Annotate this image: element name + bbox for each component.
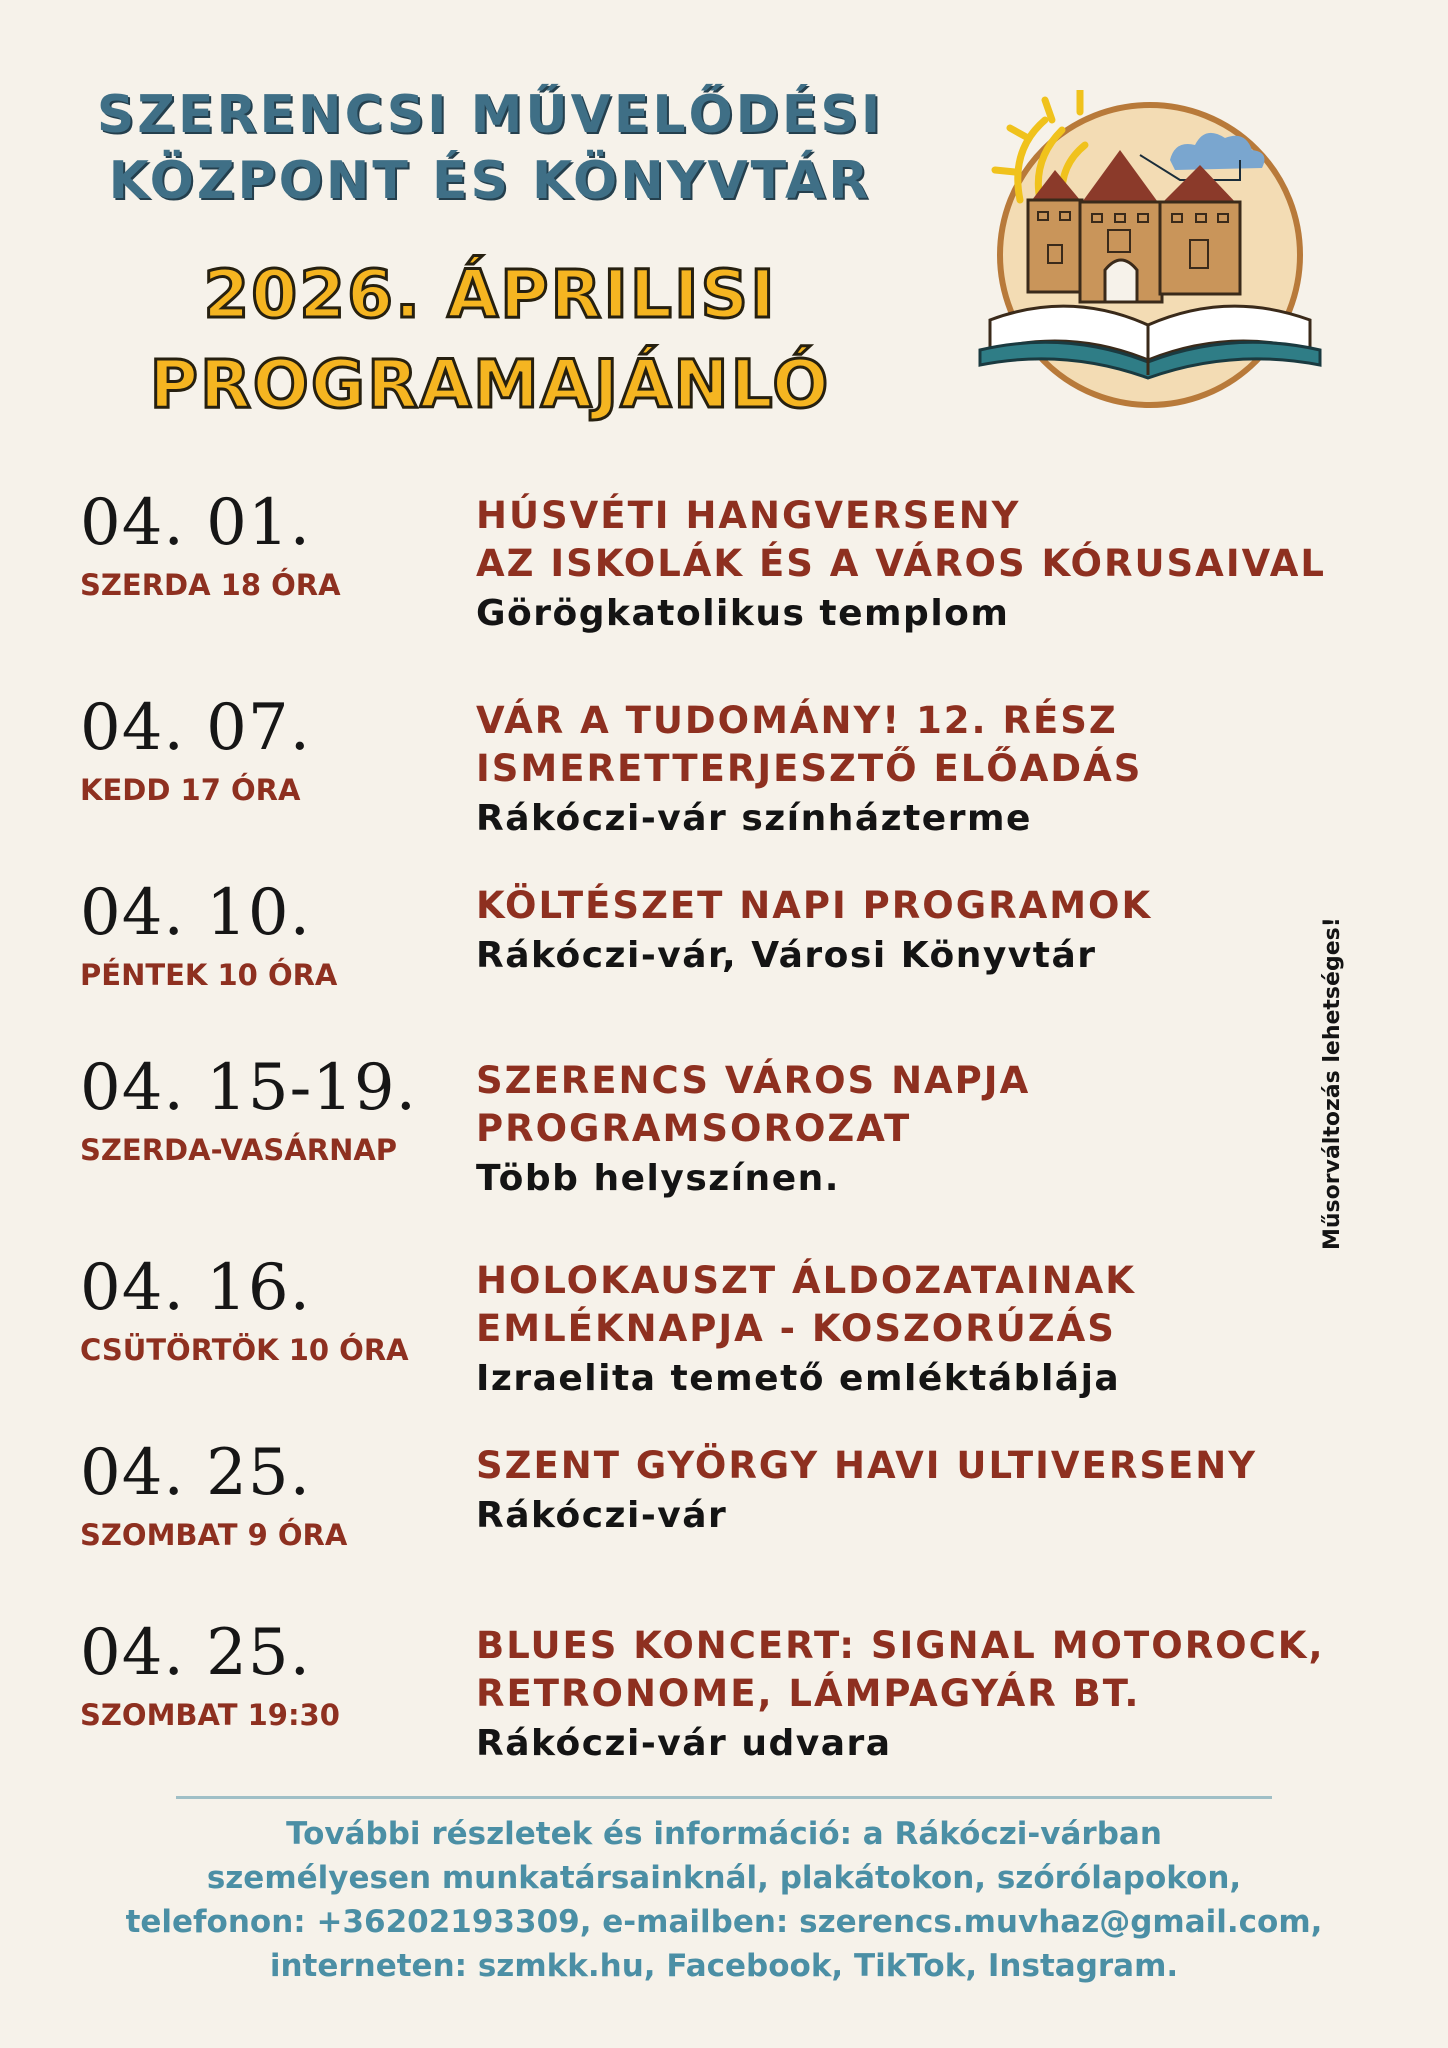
footer-line: További részletek és információ: a Rákóczi-várban [286,1816,1162,1852]
event-title-line: PROGRAMSOROZAT [476,1107,912,1150]
event-venue: Rákóczi-vár udvara [476,1723,892,1764]
event-date: 04. 15-19. [80,1051,417,1125]
event-details [476,1442,1416,1542]
event-venue: Izraelita temető emléktáblája [476,1358,1121,1399]
org-name-line-2: KÖZPONT ÉS KÖNYVTÁR [108,151,872,211]
event-title-line: SZERENCS VÁROS NAPJA [476,1059,1031,1102]
event-title-line: AZ ISKOLÁK ÉS A VÁROS KÓRUSAIVAL [476,542,1326,585]
header-title [80,250,900,430]
event-day-time: CSÜTÖRTÖK 10 ÓRA [80,1333,409,1367]
footer-divider [176,1796,1272,1799]
title-line-1: 2026. ÁPRILISI [203,256,777,333]
event-title-line: HOLOKAUSZT ÁLDOZATAINAK [476,1259,1136,1302]
header-org [80,82,900,214]
event-title-line: BLUES KONCERT: SIGNAL MOTOROCK, [476,1624,1325,1667]
event-day-time: PÉNTEK 10 ÓRA [80,958,338,992]
org-name-line-1: SZERENCSI MŰVELŐDÉSI [96,85,884,145]
event-date: 04. 01. [80,486,311,560]
title-line-2: PROGRAMAJÁNLÓ [149,346,831,423]
event-title-line: SZENT GYÖRGY HAVI ULTIVERSENY [476,1444,1257,1487]
event-day-time: SZOMBAT 9 ÓRA [80,1518,348,1552]
event-date: 04. 07. [80,691,311,765]
event-date: 04. 25. [80,1436,311,1510]
event-date: 04. 10. [80,876,311,950]
event-day-time: KEDD 17 ÓRA [80,773,301,807]
event-title-line: HÚSVÉTI HANGVERSENY [476,494,1021,537]
event-day-time: SZERDA-VASÁRNAP [80,1133,398,1167]
event-title-line: KÖLTÉSZET NAPI PROGRAMOK [476,884,1153,927]
event-details [476,492,1416,640]
schedule-change-note: Műsorváltozás lehetséges! [1320,917,1345,1250]
event-title-line: ISMERETTERJESZTŐ ELŐADÁS [476,747,1143,790]
event-details [476,1622,1416,1770]
event-details [476,1257,1416,1405]
event-day-time: SZOMBAT 19:30 [80,1698,340,1732]
event-title-line: VÁR A TUDOMÁNY! 12. RÉSZ [476,699,1118,742]
event-venue: Görögkatolikus templom [476,593,1010,634]
event-venue: Rákóczi-vár, Városi Könyvtár [476,935,1097,976]
event-venue: Rákóczi-vár színházterme [476,798,1032,839]
event-details [476,1057,1416,1205]
event-date: 04. 16. [80,1251,311,1325]
event-details [476,882,1416,982]
event-title-line: EMLÉKNAPJA - KOSZORÚZÁS [476,1307,1116,1350]
event-venue: Több helyszínen. [476,1158,840,1199]
footer-line: személyesen munkatársainknál, plakátokon, szórólapokon, [206,1860,1242,1896]
event-day-time: SZERDA 18 ÓRA [80,568,341,602]
footer-info [60,1812,1388,1988]
event-title-line: RETRONOME, LÁMPAGYÁR BT. [476,1672,1141,1715]
event-details [476,697,1416,845]
footer-line: interneten: szmkk.hu, Facebook, TikTok, Instagram. [269,1948,1179,1984]
event-venue: Rákóczi-vár [476,1495,728,1536]
event-date: 04. 25. [80,1616,311,1690]
castle-on-open-book-logo-icon [970,90,1330,410]
footer-line: telefonon: +36202193309, e-mailben: szerencs.muvhaz@gmail.com, [125,1904,1323,1940]
